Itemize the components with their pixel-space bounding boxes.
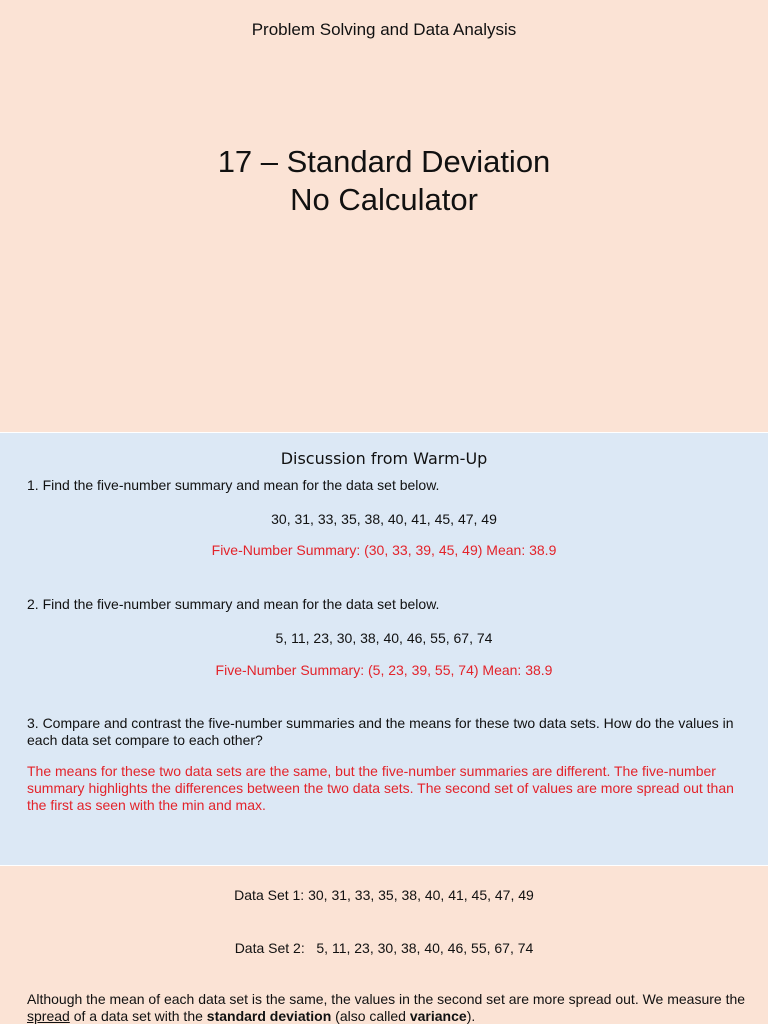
subject-label: Problem Solving and Data Analysis <box>251 20 517 39</box>
discussion-heading: Discussion from Warm-Up <box>280 449 488 468</box>
question-1-prompt: 1. Find the five-number summary and mean for the data set below. <box>27 477 440 493</box>
paragraph-text: (also called <box>331 1008 410 1024</box>
standard-deviation-term: standard deviation <box>206 1008 332 1024</box>
title-slide <box>0 0 768 432</box>
paragraph-text: of a data set with the <box>69 1008 207 1024</box>
question-1-data: 30, 31, 33, 35, 38, 40, 41, 45, 47, 49 <box>271 511 497 527</box>
paragraph-text: Although the mean of each data set is the same, the values in the second set are more spread out. We measure the <box>27 991 746 1007</box>
spread-term: spread <box>27 1008 70 1024</box>
title-line-2: No Calculator <box>290 182 478 217</box>
title-line-1: 17 – Standard Deviation <box>217 144 551 179</box>
question-2-data: 5, 11, 23, 30, 38, 40, 46, 55, 67, 74 <box>275 630 493 646</box>
spread-paragraph <box>27 991 747 1025</box>
question-3-answer: The means for these two data sets are the same, but the five-number summaries are different. The five-number summary highlights the differences between the two data sets. The second set of values are more spread out than the first as seen with the min and max. <box>27 763 734 813</box>
question-1-answer: Five-Number Summary: (30, 33, 39, 45, 49) Mean: 38.9 <box>211 542 557 558</box>
question-2-answer: Five-Number Summary: (5, 23, 39, 55, 74) Mean: 38.9 <box>215 662 553 678</box>
variance-term: variance <box>409 1008 467 1024</box>
question-3-prompt: 3. Compare and contrast the five-number summaries and the means for these two data sets. How do the values in each data set compare to each other? <box>27 715 734 748</box>
dataset-1-line: Data Set 1: 30, 31, 33, 35, 38, 40, 41, 45, 47, 49 <box>234 887 534 903</box>
dataset-2-line: Data Set 2: 5, 11, 23, 30, 38, 40, 46, 55, 67, 74 <box>234 940 534 956</box>
lesson-title <box>0 143 768 219</box>
paragraph-text: ). <box>466 1008 476 1024</box>
question-2-prompt: 2. Find the five-number summary and mean for the data set below. <box>27 596 440 612</box>
